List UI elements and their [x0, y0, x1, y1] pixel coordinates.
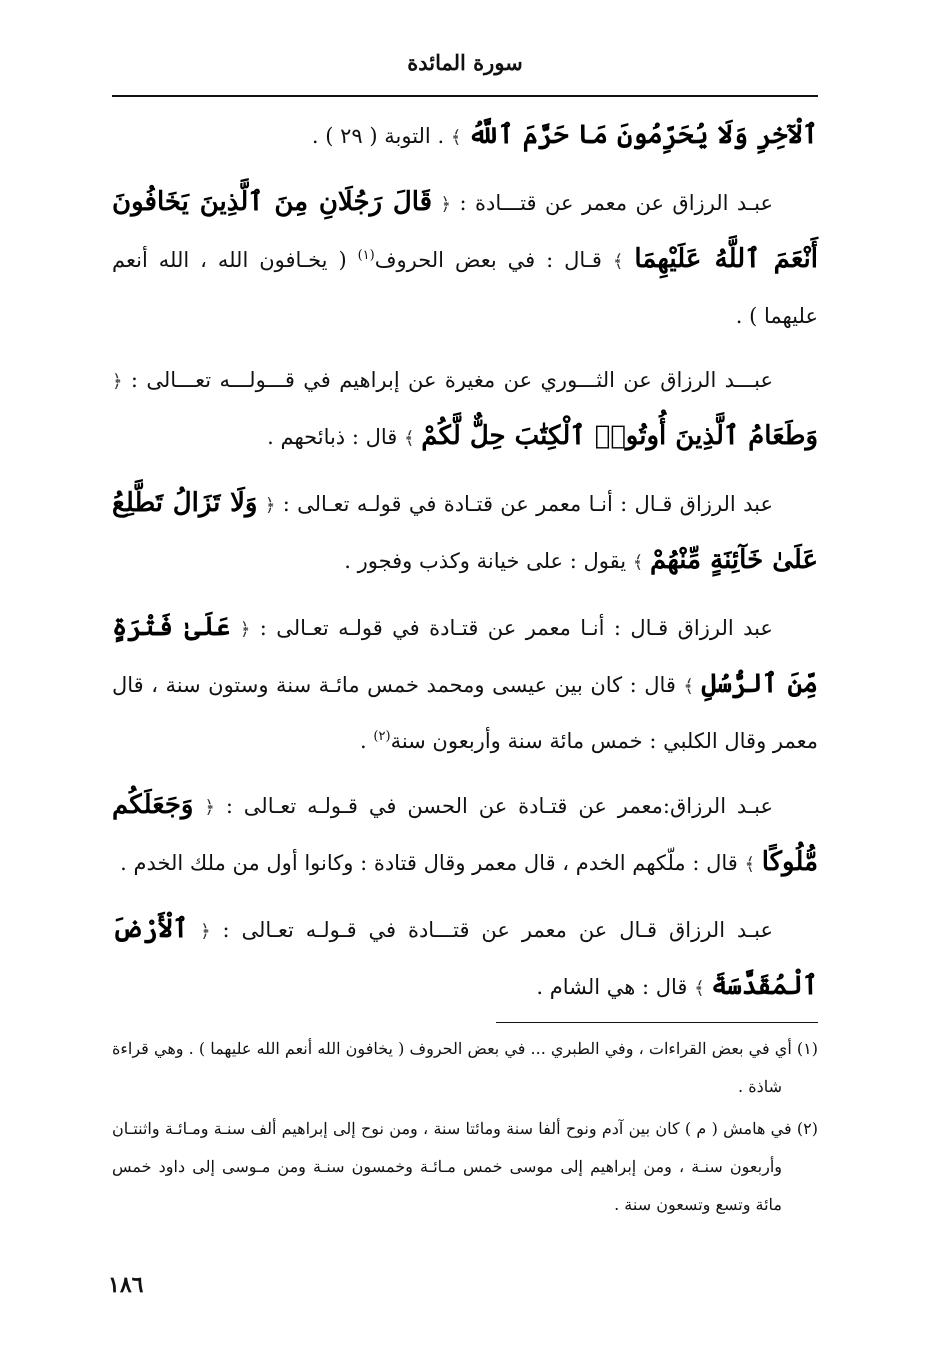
paragraph-text: قال : ملّكهم الخدم ، قال معمر وقال قتادة : وكانوا أول من ملك الخدم .	[120, 851, 738, 875]
footnotes	[112, 1030, 818, 1224]
paragraph-text: عبـد الرزاق:معمر عن قتـادة عن الحسن في قـولـه تعـالى :	[225, 794, 773, 818]
closing-bracket: ﴾	[612, 251, 624, 272]
paragraph-text: يقول : على خيانة وكذب وفجور .	[344, 549, 627, 573]
quran-verse: ٱلْآخِرِ وَلَا يُحَرِّمُونَ مَا حَرَّمَ ٱللَّهُ	[468, 120, 818, 150]
footnote: (٢) في هامش ( م ) كان بين آدم ونوح ألفا سنة ومائتا سنة ، ومن نوح إلى إبراهيم ألف سنـة ومـائـة واثنتـان وأربعون سنـة ، ومن إبراهيم إلى موسى خمس مـائـة وخمسون سنـة ومن مـوسى إلى داود خمس مائة وتسع وتسعون سنة .	[112, 1119, 818, 1214]
opening-bracket: ﴿	[264, 495, 276, 516]
paragraph	[112, 778, 818, 892]
quran-verse: وَجَعَلَكُم مُّلُوكًا	[112, 790, 818, 877]
quran-verse: وَطَعَامُ ٱلَّذِينَ أُوتُوا۟ ٱلْكِتَٰبَ حِلٌّ لَّكُمْ	[421, 421, 818, 451]
closing-bracket: ﴾	[403, 428, 415, 449]
main-text	[112, 108, 818, 1026]
paragraph	[112, 175, 818, 343]
paragraph-text: عبد الرزاق قـال : أنـا معمر عن قتـادة في قولـه تعـالى :	[282, 492, 773, 516]
opening-bracket: ﴿	[112, 371, 123, 392]
paragraph-text: عبـد الرزاق قـال عن معمر عن قتـــادة في قـولـه تعـالى :	[222, 918, 773, 942]
paragraph-text: قال : كان بين عيسى ومحمد خمس مائـة سنة وستون سنة ، قال معمر وقال الكلبي : خمس مائة سنة وأربعون سنة	[112, 673, 818, 753]
quran-verse: وَلَا تَزَالُ تَطَّلِعُ عَلَىٰ خَآئِنَةٍ مِّنْهُمْ	[112, 488, 818, 575]
footnote-ref: (١)	[357, 248, 375, 263]
page-title: سورة المائدة	[407, 50, 523, 75]
paragraph-text: عبـد الرزاق عن معمر عن قتـــادة :	[459, 191, 773, 215]
quran-verse: عَلَىٰ فَتْرَةٍ مِّنَ ٱلرُّسُلِ	[112, 612, 818, 699]
paragraph-text: قـال : في بعض الحروف	[374, 248, 602, 272]
opening-bracket: ﴿	[204, 797, 215, 818]
footnote: (١) أي في بعض القراءات ، وفي الطبري ... في بعض الحروف ( يخافون الله أنعم الله عليهما ) . وهي قراءة شاذة .	[112, 1039, 818, 1096]
closing-bracket: ﴾	[694, 978, 705, 999]
footnote-divider	[496, 1022, 818, 1023]
paragraph-text: .	[360, 729, 367, 753]
paragraph	[112, 600, 818, 768]
closing-bracket: ﴾	[744, 854, 756, 875]
page-number: ١٨٦	[108, 1272, 144, 1298]
paragraph	[112, 353, 818, 466]
header-divider	[112, 95, 818, 97]
closing-bracket: ﴾	[683, 676, 694, 697]
paragraph	[112, 108, 818, 165]
quran-verse: قَالَ رَجُلَانِ مِنَ ٱلَّذِينَ يَخَافُونَ أَنْعَمَ ٱللَّهُ عَلَيْهِمَا	[112, 187, 818, 274]
paragraph-text: ( يخـافون الله ، الله أنعم عليهما ) .	[112, 248, 818, 328]
paragraph	[112, 476, 818, 590]
opening-bracket: ﴿	[239, 619, 251, 640]
paragraph-text: عبـــد الرزاق عن الثـــوري عن مغيرة عن إبراهيم في قـــولـــه تعـــالى :	[130, 368, 773, 392]
paragraph-text: عبد الرزاق قـال : أنـا معمر عن قتـادة في قولـه تعـالى :	[259, 616, 773, 640]
closing-bracket: ﴾	[632, 552, 644, 573]
footnote-ref: (٢)	[373, 729, 391, 744]
paragraph-text: قال : هي الشام .	[536, 975, 688, 999]
opening-bracket: ﴿	[200, 921, 211, 942]
closing-bracket: ﴾	[450, 127, 462, 148]
paragraph-text: قال : ذبائحهم .	[267, 425, 398, 449]
opening-bracket: ﴿	[440, 194, 452, 215]
paragraph-text: . التوبة ( ٢٩ ) .	[311, 124, 445, 148]
quran-verse: ٱلْأَرْضَ ٱلْمُقَدَّسَةَ	[112, 914, 818, 1001]
paragraph	[112, 902, 818, 1016]
